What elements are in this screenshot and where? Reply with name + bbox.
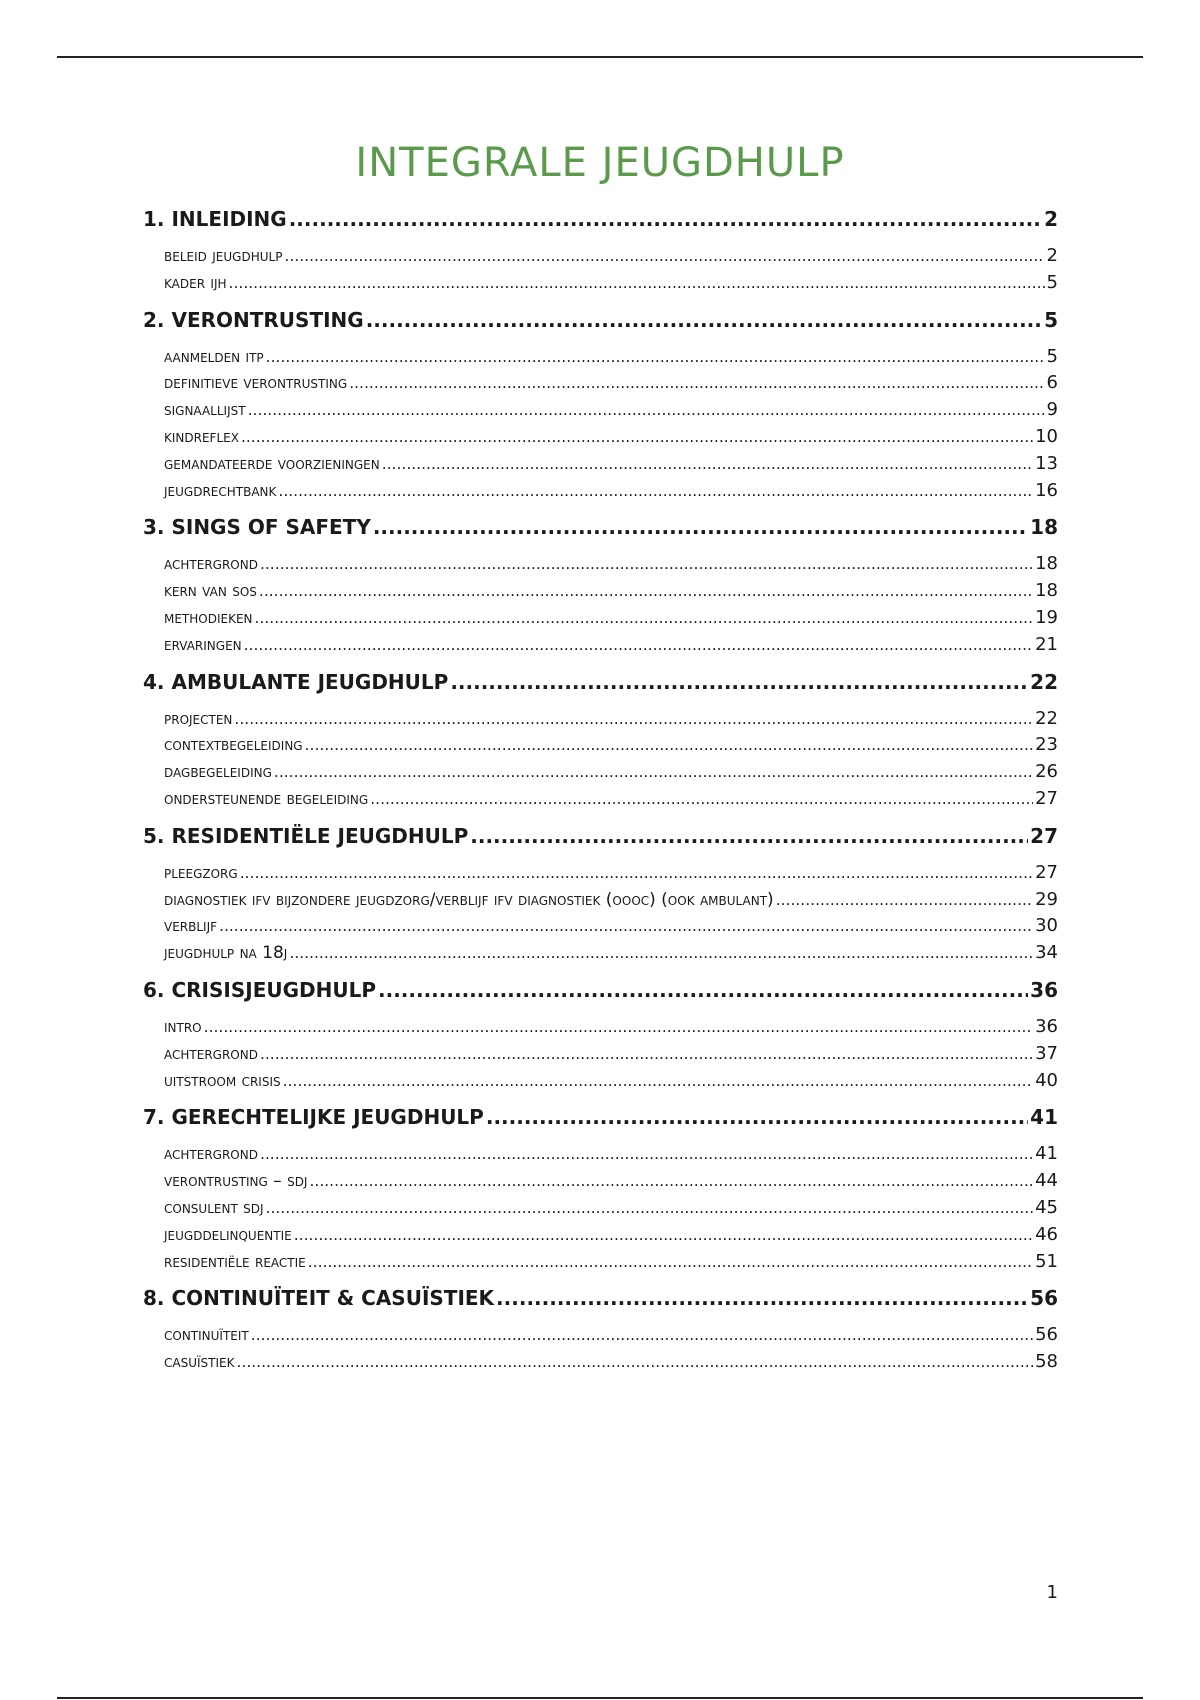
toc-item-page: 21	[1035, 633, 1058, 655]
toc-item[interactable]	[143, 1349, 1058, 1376]
toc-section-heading[interactable]	[143, 510, 1058, 550]
toc-leader	[266, 1195, 1034, 1222]
toc-item[interactable]	[143, 605, 1058, 632]
toc-section-heading[interactable]	[143, 202, 1058, 242]
toc-item-label: achtergrond	[164, 1144, 258, 1165]
toc-item-label: methodieken	[164, 607, 253, 628]
toc-section-heading[interactable]	[143, 819, 1058, 859]
toc-item-page: 44	[1035, 1170, 1058, 1192]
toc-item[interactable]	[143, 1041, 1058, 1068]
toc-leader	[251, 1322, 1033, 1349]
toc-item-page: 16	[1035, 479, 1058, 501]
toc-item-label: residentiële reactie	[164, 1251, 306, 1272]
toc-leader	[248, 397, 1045, 424]
toc-item-label: jeugdrechtbank	[164, 480, 277, 501]
toc-item-page: 26	[1035, 761, 1058, 783]
toc-leader	[378, 973, 1028, 1007]
toc-item-page: 27	[1035, 787, 1058, 809]
toc-item-label: diagnostiek ifv bijzondere jeugdzorg/verblijf ifv diagnostiek (oooc) (ook ambulant)	[164, 889, 774, 910]
toc-item[interactable]	[143, 940, 1058, 967]
toc-item-page: 18	[1035, 580, 1058, 602]
toc-item[interactable]	[143, 270, 1058, 297]
toc-item[interactable]	[143, 1222, 1058, 1249]
toc-item-label: projecten	[164, 708, 233, 729]
toc-item-page: 56	[1035, 1324, 1058, 1346]
toc-leader	[294, 1222, 1033, 1249]
toc-leader	[450, 665, 1028, 699]
toc-leader	[289, 940, 1033, 967]
toc-item-label: dagbegeleiding	[164, 762, 272, 783]
toc-item-page: 27	[1035, 861, 1058, 883]
toc-item[interactable]	[143, 786, 1058, 813]
toc-section-page: 56	[1030, 1286, 1058, 1311]
toc-item-page: 5	[1046, 271, 1058, 293]
toc-item[interactable]	[143, 370, 1058, 397]
toc-item-page: 10	[1035, 425, 1058, 447]
toc-item-label: contextbegeleiding	[164, 735, 303, 756]
toc-item-label: jeugdhulp na 18j	[164, 943, 288, 964]
toc-leader	[349, 370, 1044, 397]
toc-section	[143, 202, 1058, 297]
toc-leader	[274, 759, 1033, 786]
toc-leader	[308, 1249, 1033, 1276]
toc-item-label: achtergrond	[164, 554, 258, 575]
toc-item[interactable]	[143, 913, 1058, 940]
toc-item[interactable]	[143, 397, 1058, 424]
toc-section-heading[interactable]	[143, 973, 1058, 1013]
toc-item[interactable]	[143, 1141, 1058, 1168]
toc-item-label: pleegzorg	[164, 862, 238, 883]
toc-item-page: 13	[1035, 452, 1058, 474]
toc-item-page: 23	[1035, 734, 1058, 756]
toc-item[interactable]	[143, 632, 1058, 659]
toc-section	[143, 973, 1058, 1094]
toc-item-label: jeugddelinquentie	[164, 1224, 292, 1245]
toc-item-label: kindreflex	[164, 426, 239, 447]
toc-leader	[241, 424, 1033, 451]
toc-section-label: 7. GERECHTELIJKE JEUGDHULP	[143, 1105, 484, 1130]
toc-leader	[309, 1168, 1033, 1195]
toc-leader	[259, 578, 1033, 605]
toc-section	[143, 303, 1058, 505]
toc-item-page: 36	[1035, 1015, 1058, 1037]
toc-item-page: 2	[1046, 245, 1058, 266]
toc-section-page: 5	[1044, 307, 1058, 332]
toc-item-page: 5	[1046, 345, 1058, 367]
toc-item-page: 22	[1035, 707, 1058, 729]
toc-item-label: aanmelden itp	[164, 346, 264, 367]
toc-leader	[204, 1014, 1033, 1041]
document-title: INTEGRALE JEUGDHULP	[355, 140, 845, 186]
toc-leader	[244, 632, 1033, 659]
toc-item-page: 46	[1035, 1223, 1058, 1245]
toc-item-label: kader ijh	[164, 272, 227, 293]
toc-item-label: definitieve verontrusting	[164, 373, 348, 394]
toc-item-label: consulent sdj	[164, 1197, 264, 1218]
toc-section-page: 41	[1030, 1105, 1058, 1130]
toc-item-label: uitstroom crisis	[164, 1070, 281, 1091]
toc-section	[143, 665, 1058, 813]
toc-section	[143, 510, 1058, 658]
toc-item-page: 40	[1035, 1069, 1058, 1091]
toc-item-page: 9	[1046, 399, 1058, 421]
toc-item-page: 34	[1035, 942, 1058, 964]
toc-leader	[289, 202, 1042, 236]
table-of-contents	[143, 202, 1058, 1382]
toc-leader	[382, 451, 1033, 478]
toc-item-page: 41	[1035, 1143, 1058, 1165]
page-number: 1	[1046, 1582, 1058, 1603]
toc-section-label: 5. RESIDENTIËLE JEUGDHULP	[143, 823, 469, 848]
toc-item-page: 30	[1035, 915, 1058, 937]
toc-item[interactable]	[143, 887, 1058, 914]
top-rule	[57, 56, 1143, 58]
toc-item[interactable]	[143, 578, 1058, 605]
toc-item-page: 51	[1035, 1250, 1058, 1272]
toc-item[interactable]	[143, 451, 1058, 478]
toc-leader	[305, 732, 1033, 759]
toc-leader	[278, 478, 1033, 505]
toc-item-label: verontrusting – sdj	[164, 1171, 308, 1192]
toc-leader	[234, 706, 1033, 733]
toc-item[interactable]	[143, 243, 1058, 270]
toc-item-label: beleid jeugdhulp	[164, 246, 283, 266]
toc-item-label: intro	[164, 1016, 202, 1037]
toc-leader	[373, 510, 1028, 544]
toc-leader	[260, 1041, 1033, 1068]
toc-leader	[229, 270, 1045, 297]
toc-section-heading[interactable]	[143, 665, 1058, 705]
toc-section	[143, 1100, 1058, 1275]
toc-item-label: achtergrond	[164, 1043, 258, 1064]
toc-item-page: 19	[1035, 606, 1058, 628]
toc-item[interactable]	[143, 706, 1058, 733]
toc-section-page: 18	[1030, 515, 1058, 540]
toc-leader	[366, 303, 1042, 337]
toc-item-label: casuïstiek	[164, 1352, 235, 1373]
toc-section-page: 2	[1044, 207, 1058, 231]
toc-section-label: 3. SINGS OF SAFETY	[143, 515, 371, 540]
toc-item-page: 45	[1035, 1196, 1058, 1218]
toc-item-label: signaallijst	[164, 400, 246, 421]
toc-leader	[496, 1281, 1028, 1315]
toc-item[interactable]	[143, 732, 1058, 759]
toc-item[interactable]	[143, 551, 1058, 578]
toc-item[interactable]	[143, 1168, 1058, 1195]
toc-item-page: 58	[1035, 1351, 1058, 1373]
toc-section-label: 4. AMBULANTE JEUGDHULP	[143, 669, 449, 694]
toc-leader	[776, 887, 1033, 914]
toc-leader	[260, 551, 1033, 578]
toc-item-page: 37	[1035, 1042, 1058, 1064]
toc-item[interactable]	[143, 478, 1058, 505]
toc-item-page: 29	[1035, 888, 1058, 910]
toc-leader	[219, 913, 1033, 940]
toc-section-heading[interactable]	[143, 303, 1058, 343]
toc-section-label: 6. CRISISJEUGDHULP	[143, 977, 376, 1002]
toc-item[interactable]	[143, 1249, 1058, 1276]
toc-item-page: 6	[1046, 372, 1058, 394]
toc-section-label: 2. VERONTRUSTING	[143, 307, 364, 332]
toc-leader	[470, 819, 1028, 853]
toc-leader	[260, 1141, 1033, 1168]
toc-leader	[236, 1349, 1033, 1376]
toc-leader	[266, 344, 1045, 371]
toc-section-label: 8. CONTINUÏTEIT & CASUÏSTIEK	[143, 1286, 495, 1311]
toc-item-label: kern van sos	[164, 581, 257, 602]
toc-section-page: 22	[1030, 669, 1058, 694]
bottom-rule	[57, 1697, 1143, 1699]
toc-section-heading[interactable]	[143, 1281, 1058, 1321]
toc-item[interactable]	[143, 344, 1058, 371]
toc-section-label: 1. INLEIDING	[143, 207, 287, 231]
toc-item[interactable]	[143, 424, 1058, 451]
toc-leader	[486, 1100, 1028, 1134]
toc-item-page: 18	[1035, 553, 1058, 575]
toc-item-label: ervaringen	[164, 634, 242, 655]
toc-section	[143, 1281, 1058, 1376]
toc-item[interactable]	[143, 759, 1058, 786]
toc-leader	[240, 860, 1033, 887]
toc-leader	[284, 243, 1044, 270]
toc-section	[143, 819, 1058, 967]
toc-item[interactable]	[143, 1014, 1058, 1041]
toc-item-label: ondersteunende begeleiding	[164, 788, 369, 809]
toc-item-label: verblijf	[164, 916, 218, 937]
toc-leader	[370, 786, 1033, 813]
toc-item[interactable]	[143, 860, 1058, 887]
toc-section-page: 27	[1030, 823, 1058, 848]
toc-item-label: gemandateerde voorzieningen	[164, 453, 380, 474]
toc-leader	[255, 605, 1034, 632]
toc-item[interactable]	[143, 1322, 1058, 1349]
toc-section-page: 36	[1030, 977, 1058, 1002]
toc-item[interactable]	[143, 1195, 1058, 1222]
toc-item-label: continuïteit	[164, 1325, 249, 1346]
toc-leader	[283, 1068, 1033, 1095]
toc-section-heading[interactable]	[143, 1100, 1058, 1140]
toc-item[interactable]	[143, 1068, 1058, 1095]
